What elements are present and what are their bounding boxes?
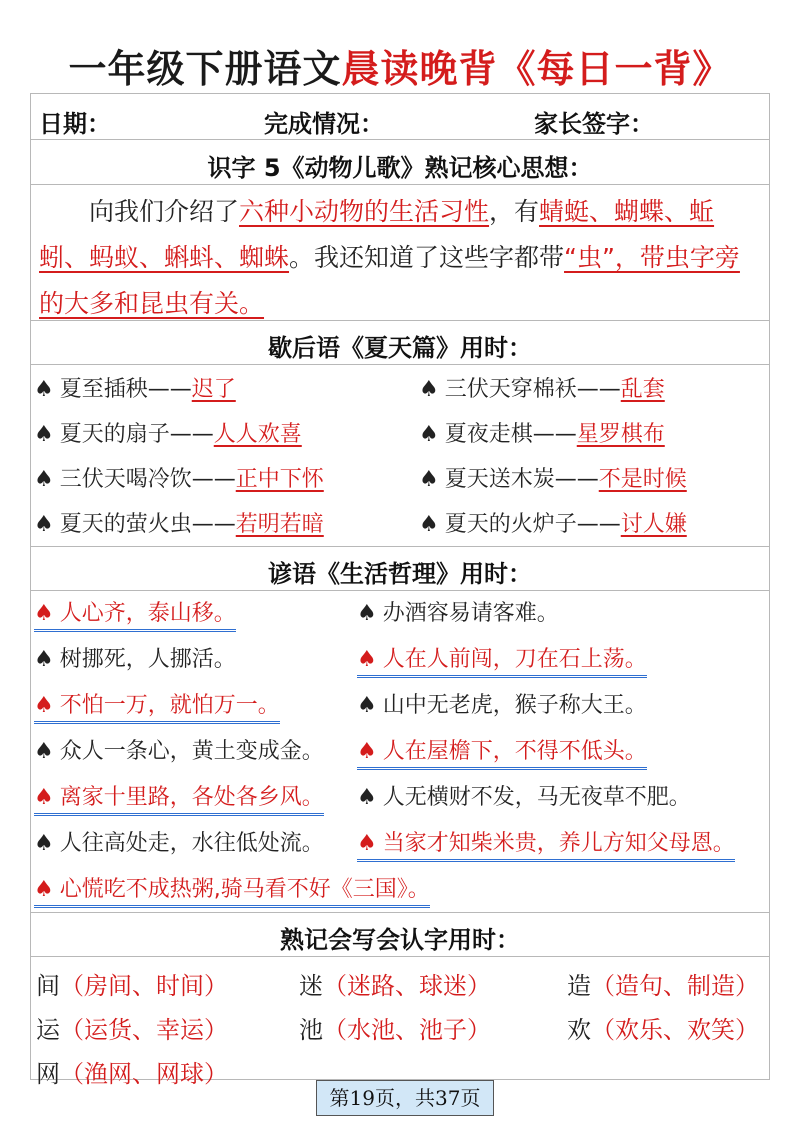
title-red: 晨读晚背《每日一背》 (341, 47, 732, 91)
spade-icon: ♠ (34, 877, 54, 902)
para-highlight-2: 蜻蜓、蝴蝶、蚯蚓、蚂蚁、蝌蚪、蜘蛛 (39, 197, 715, 272)
signature-label: 家长签字： (534, 110, 654, 138)
xiehouyu-item: ♠ 夏天送木炭——不是时候 (419, 467, 687, 492)
section-title-3: 谚语《生活哲理》用时： (268, 560, 532, 588)
char-entry: 运（运货、幸运） (36, 1016, 228, 1044)
xiehouyu-item: ♠ 夏至插秧——迟了 (34, 377, 236, 402)
proverb-item: ♠ 心慌吃不成热粥,骑马看不好《三国》。 (34, 872, 430, 908)
xiehouyu-item: ♠ 三伏天喝冷饮——正中下怀 (34, 467, 324, 492)
proverb-item: ♠ 离家十里路，各处各乡风。 (34, 780, 324, 816)
xiehouyu-item: ♠ 夏夜走棋——星罗棋布 (419, 422, 665, 447)
divider (31, 546, 769, 547)
xiehouyu-item: ♠ 夏天的火炉子——讨人嫌 (419, 512, 687, 537)
xiehouyu-item: ♠ 三伏天穿棉袄——乱套 (419, 377, 665, 402)
spade-icon: ♠ (357, 601, 377, 626)
spade-icon: ♠ (34, 693, 54, 718)
spade-icon: ♠ (357, 693, 377, 718)
para-text-3: 。我还知道了这些字都带 (289, 243, 565, 272)
spade-icon: ♠ (34, 467, 54, 492)
proverb-item: ♠ 人在人前闯，刀在石上荡。 (357, 642, 647, 678)
worksheet (30, 93, 770, 1088)
date-label: 日期： (39, 110, 111, 138)
divider (31, 320, 769, 321)
spade-icon: ♠ (34, 601, 54, 626)
spade-icon: ♠ (34, 785, 54, 810)
spade-icon: ♠ (357, 739, 377, 764)
divider (31, 364, 769, 365)
spade-icon: ♠ (357, 831, 377, 856)
spade-icon: ♠ (419, 422, 439, 447)
title-black: 一年级下册语文 (68, 47, 342, 91)
divider (31, 956, 769, 957)
proverb-item: ♠ 当家才知柴米贵，养儿方知父母恩。 (357, 826, 735, 862)
para-highlight-3: “虫”，带虫字旁的大多和昆虫有关。 (39, 243, 740, 318)
divider (31, 184, 769, 185)
proverb-item: ♠ 山中无老虎，猴子称大王。 (357, 693, 647, 718)
proverb-item: ♠ 人往高处走，水往低处流。 (34, 831, 324, 856)
spade-icon: ♠ (34, 831, 54, 856)
spade-icon: ♠ (34, 647, 54, 672)
para-highlight-1: 六种小动物的生活习性 (239, 197, 490, 226)
xiehouyu-item: ♠ 夏天的扇子——人人欢喜 (34, 422, 302, 447)
proverb-item: ♠ 众人一条心，黄土变成金。 (34, 739, 324, 764)
char-entry: 造（造句、制造） (567, 972, 759, 1000)
para-text-1: 向我们介绍了 (89, 197, 240, 226)
para-text-2: ，有 (489, 197, 540, 226)
divider (31, 139, 769, 140)
spade-icon: ♠ (34, 739, 54, 764)
core-idea-paragraph (31, 189, 771, 327)
proverb-item: ♠ 不怕一万，就怕万一。 (34, 688, 280, 724)
spade-icon: ♠ (419, 512, 439, 537)
spade-icon: ♠ (34, 422, 54, 447)
page-number-footer: 第19页，共37页 (316, 1080, 494, 1116)
proverb-item: ♠ 办酒容易请客难。 (357, 601, 559, 626)
spade-icon: ♠ (34, 512, 54, 537)
divider (31, 590, 769, 591)
spade-icon: ♠ (34, 377, 54, 402)
page-title (0, 38, 800, 93)
proverb-item: ♠ 人无横财不发，马无夜草不肥。 (357, 785, 691, 810)
completion-label: 完成情况： (264, 110, 384, 138)
spade-icon: ♠ (419, 377, 439, 402)
char-entry: 网（渔网、网球） (36, 1060, 228, 1088)
section-title-4: 熟记会写会认字用时： (280, 926, 520, 954)
proverb-item: ♠ 树挪死，人挪活。 (34, 647, 236, 672)
char-entry: 间（房间、时间） (36, 972, 228, 1000)
proverb-item: ♠ 人在屋檐下，不得不低头。 (357, 734, 647, 770)
spade-icon: ♠ (357, 785, 377, 810)
char-entry: 池（水池、池子） (299, 1016, 491, 1044)
proverb-item: ♠ 人心齐，泰山移。 (34, 596, 236, 632)
xiehouyu-item: ♠ 夏天的萤火虫——若明若暗 (34, 512, 324, 537)
char-entry: 迷（迷路、球迷） (299, 972, 491, 1000)
section-title-2: 歇后语《夏天篇》用时： (268, 334, 532, 362)
char-entry: 欢（欢乐、欢笑） (567, 1016, 759, 1044)
spade-icon: ♠ (419, 467, 439, 492)
divider (31, 912, 769, 913)
section-title-1: 识字 5《动物儿歌》熟记核心思想： (207, 154, 593, 182)
spade-icon: ♠ (357, 647, 377, 672)
